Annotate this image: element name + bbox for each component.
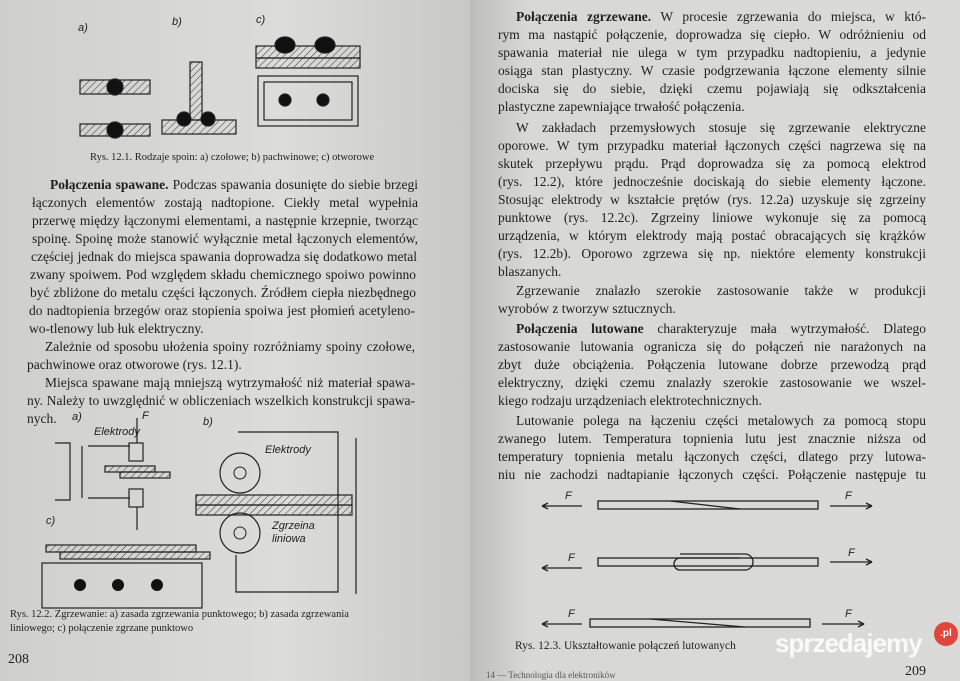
page-number-right: 209: [905, 664, 926, 679]
fig2-welding-drawing: [0, 410, 470, 610]
watermark-logo: sprzedajemy: [775, 628, 922, 658]
text-line: blaszanych.: [498, 264, 562, 279]
fig3-force-label-3: F: [568, 552, 575, 564]
text-line: zbyt duże obciążenia. Połączenia lutowane dobrze przewodzą prąd: [498, 357, 926, 372]
text-line: Zależnie od sposobu ułożenia spoiny rozróżniamy spoiny czołowe,: [45, 339, 415, 354]
text: Podczas spawania dosunięte do siebie brzegi: [168, 177, 418, 192]
fig2-force-label: F: [142, 410, 149, 422]
fig2-electrodes-label-b: Elektrody: [265, 444, 311, 456]
text-line: pachwinowe oraz otworowe (rys. 12.1).: [27, 357, 242, 372]
fig1-weld-types-drawing: [0, 0, 470, 150]
text-line: oporowe. W tym przypadku materiał łączonych części nagrzewa się na: [498, 138, 926, 153]
text-line: do nadtopienia brzegów oraz stopienia spoiwa jest płomień acetyleno-: [29, 303, 415, 318]
text-line: [516, 8, 926, 26]
heading-spawane: Połączenia spawane.: [50, 177, 169, 192]
text-line: kiego rodzaju urządzeniach elektrotechnicznych.: [498, 393, 762, 408]
text-line: zwany spoiwem. Pod względem składu chemicznego spoiwo powinno: [30, 267, 416, 282]
text-line: (rys. 12.2), które jednocześnie dociskają do siebie elementy łączone.: [498, 174, 926, 189]
fig3-soldered-joints-drawing: [470, 484, 960, 634]
text-line: dociska się do siebie, dzięki czemu pojawiają się odkształcenia: [498, 81, 926, 96]
text: W procesie zgrzewania do miejsca, w któ-: [651, 9, 926, 24]
fig2-label-c: c): [46, 515, 56, 527]
text-line: Zgrzewanie znalazło szerokie zastosowanie także w produkcji: [516, 283, 926, 298]
text-line: niu nie zachodzi nadtapianie łączonych części. Połączenie następuje tu: [498, 467, 926, 482]
text-line: [50, 176, 418, 194]
fig3-force-label-4: F: [848, 547, 855, 559]
fig2-electrodes-label-a: Elektrody: [94, 426, 140, 438]
text-line: być zbliżone do metalu części łączonych. Źródłem ciepła niezbędnego: [30, 285, 416, 300]
text-line: spoinę. Spoinę może stanowić wyłącznie metal łączonych elementów,: [32, 231, 418, 246]
fig2-label-b: b): [203, 416, 213, 428]
text-line: zastosowanie lutowania ogranicza się do połączeń nie narażonych na: [498, 339, 926, 354]
text-line: przerwę między łączonymi elementami, a następnie krzepnie, tworząc: [32, 213, 418, 228]
footer-book-title: 14 — Technologia dla elektroników: [486, 670, 616, 680]
text-line: osiąga stan plastyczny. W czasie podgrzewania łączone elementy silnie: [498, 63, 926, 78]
text-line: temperatury topnienia metalu łączonych części, dlatego przy lutowa-: [498, 449, 926, 464]
fig2-caption-line2: liniowego; c) połączenie zgrzane punktowo: [10, 623, 194, 634]
page-number-left: 208: [8, 652, 29, 667]
text-line: spawania materiał nie ulega w tym przypadku nadtopieniu, a jedynie: [498, 45, 926, 60]
fig3-caption: Rys. 12.3. Ukształtowanie połączeń lutowanych: [515, 640, 736, 652]
text-line: [516, 320, 926, 338]
text-line: rym ma nastąpić połączenie, doprowadza się ciepło. W odróżnieniu od: [498, 27, 926, 42]
text-line: plastyczne zapewniające trwałość połączenia.: [498, 99, 745, 114]
text-line: urządzenia, w którym elektrody mają postać obracających się krążków: [498, 228, 926, 243]
watermark-badge: .pl: [934, 622, 958, 646]
fig3-force-label-2: F: [845, 490, 852, 502]
fig1-label-b: b): [172, 16, 182, 28]
fig2-caption-line1: Rys. 12.2. Zgrzewanie: a) zasada zgrzewania punktowego; b) zasada zgrzewania: [10, 609, 349, 620]
text-line: wyrobów z tworzyw sztucznych.: [498, 301, 676, 316]
fig3-force-label-5: F: [568, 608, 575, 620]
text-line: nych.: [27, 411, 57, 426]
text-line: zwanego lutem. Temperatura topnienia lutu jest znacznie niższa od: [498, 431, 926, 446]
heading-zgrzewane: Połączenia zgrzewane.: [516, 9, 652, 24]
text-line: Stosując elektrody w kształcie prętów (rys. 12.2a) uzyskuje się zgrzeiny: [498, 192, 926, 207]
fig1-label-c: c): [256, 14, 266, 26]
text-line: skutek przepływu prądu. Prąd doprowadza się za pomocą elektrod: [498, 156, 926, 171]
fig1-label-a: a): [78, 22, 88, 34]
text-line: wo-tlenowy lub łuk elektryczny.: [29, 321, 204, 336]
text-line: ny. Należy to uwzględnić w obliczeniach wszelkich konstrukcji spawa-: [27, 393, 415, 408]
fig3-force-label-6: F: [845, 608, 852, 620]
text-line: Lutowanie polega na łączeniu części metalowych za pomocą stopu: [516, 413, 926, 428]
heading-lutowane: Połączenia lutowane: [516, 321, 644, 336]
fig3-force-label-1: F: [565, 490, 572, 502]
fig1-caption: Rys. 12.1. Rodzaje spoin: a) czołowe; b) pachwinowe; c) otworowe: [90, 152, 375, 163]
text-line: częściej jednak do miejsca spawania doprowadza się dodatkowo metal: [31, 249, 417, 264]
text-line: elektryczny, dzięki czemu znalazły szerokie zastosowanie we wszel-: [498, 375, 926, 390]
text-line: W zakładach przemysłowych stosuje się zgrzewanie elektryczne: [516, 120, 926, 135]
text-line: punktowe (rys. 12.2c). Zgrzeiny liniowe wykonuje się za pomocą: [498, 210, 926, 225]
text-line: łączonych elementów zostają nadtopione. Ciekły metal wypełnia: [32, 195, 418, 210]
fig2-seam-label-2: liniowa: [272, 533, 306, 545]
text-line: (rys. 12.2b). Oporowo zgrzewa się np. niektóre elementy konstrukcji: [498, 246, 926, 261]
fig2-label-a: a): [72, 411, 82, 423]
text-line: Miejsca spawane mają mniejszą wytrzymałość niż materiał spawa-: [45, 375, 415, 390]
fig2-seam-label-1: Zgrzeina: [272, 520, 315, 532]
text: charakteryzuje mała wytrzymałość. Dlatego: [643, 321, 926, 336]
